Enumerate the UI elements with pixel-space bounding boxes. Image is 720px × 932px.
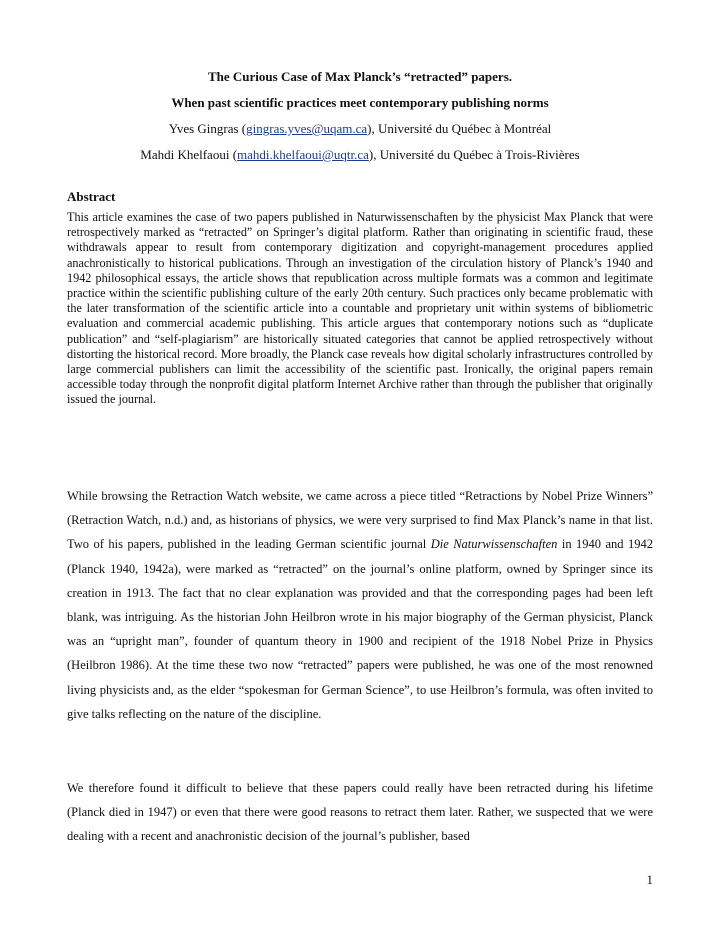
abstract-text: This article examines the case of two papers published in Naturwissenschaften by the physicist Max Planck that were retrospectively marked as “retracted” on Springer’s digital platform. Rather than originating in scientific fraud, these withdrawals appear to result from contemporary digitization and copyright-management procedures applied anachronistically to historical publications. Through an investigation of the circulation history of Planck’s 1940 and 1942 philosophical essays, the article shows that republication across multiple formats was a common and legitimate practice within the scientific publishing culture of the early 20th century. Such practices only became problematic with the later transformation of the scientific article into a countable and proprietary unit within systems of bibliometric evaluation and commercial academic publishing. This article argues that contemporary notions such as “duplicate publication” and “self-plagiarism” are historically situated categories that cannot be applied retrospectively without distorting the historical record. More broadly, the Planck case reveals how digital scholarly infrastructures controlled by large commercial publishers can limit the accessibility of the scientific past. Ironically, the original papers remain accessible today through the nonprofit digital platform Internet Archive rather than through the publisher that originally issued the journal. — [67, 210, 653, 407]
paragraph-text: While browsing the Retraction Watch website, we came across a piece titled “Retractions by Nobel Prize Winners” (Retraction Watch, n.d.) and, as historians of physics, we were very surprised to find Max Planck’s name in that list. Two of his papers, published in the leading German scientific journal — [67, 489, 653, 552]
author-email-link[interactable]: mahdi.khelfaoui@uqtr.ca — [237, 147, 369, 162]
body-paragraph-1 — [67, 484, 653, 726]
title-block — [67, 64, 653, 168]
body-paragraph-2: We therefore found it difficult to believe that these papers could really have been retracted during his lifetime (Planck died in 1947) or even that there were good reasons to retract them later. Rather, we suspected that we were dealing with a recent and anachronistic decision of the journal’s publisher, based — [67, 781, 653, 844]
author-name: Mahdi Khelfaoui ( — [140, 147, 238, 162]
author-name: Yves Gingras ( — [168, 121, 247, 136]
author-line-2 — [67, 142, 653, 168]
abstract-heading: Abstract — [67, 189, 116, 204]
page-number: 1 — [646, 872, 653, 887]
paper-title-line-1: The Curious Case of Max Planck’s “retracted” papers. — [207, 69, 513, 84]
paragraph-text: in 1940 and 1942 (Planck 1940, 1942a), were marked as “retracted” on the journal’s online platform, owned by Springer since its creation in 1913. The fact that no clear explanation was provided and that the corresponding pages had been left blank, was intriguing. As the historian John Heilbron wrote in his major biography of the German physicist, Planck was an “upright man”, founder of quantum theory in 1900 and recipient of the 1918 Nobel Prize in Physics (Heilbron 1986). At the time these two now “retracted” papers were published, he was one of the most renowned living physicists and, as the elder “spokesman for German Science”, to use Heilbron’s formula, was often invited to give talks reflecting on the nature of the discipline. — [67, 537, 653, 721]
paper-title-line-2: When past scientific practices meet contemporary publishing norms — [171, 95, 549, 110]
author-line-1 — [67, 116, 653, 142]
author-affiliation: ), Université du Québec à Trois-Rivières — [368, 147, 580, 162]
author-email-link[interactable]: gingras.yves@uqam.ca — [246, 121, 368, 136]
journal-name: Die Naturwissenschaften — [430, 537, 558, 552]
author-affiliation: ), Université du Québec à Montréal — [367, 121, 552, 136]
